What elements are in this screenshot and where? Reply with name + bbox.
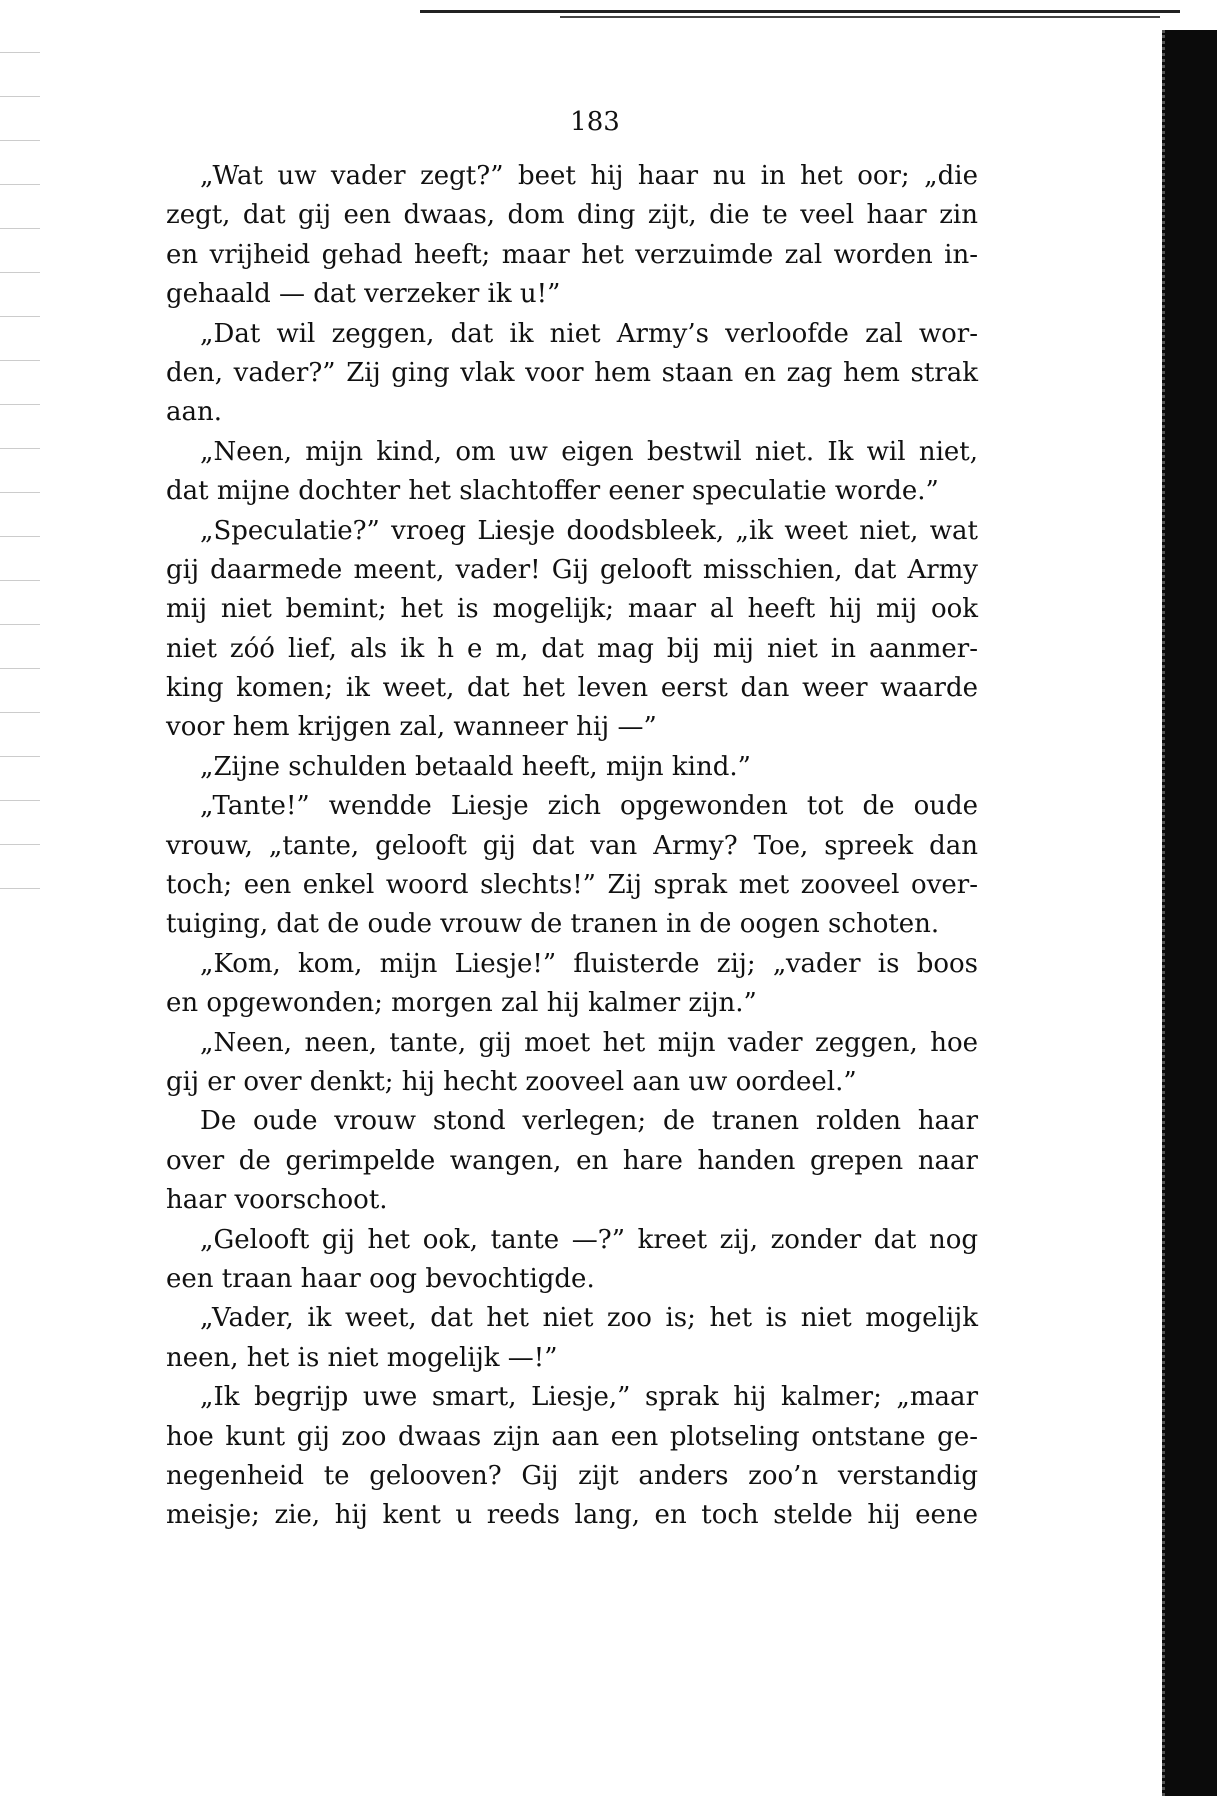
text-line: meisje; zie, hij kent u reeds lang, en toch stelde hij eene xyxy=(166,1500,978,1531)
text-line: toch; een enkel woord slechts!” Zij sprak met zooveel over- xyxy=(166,870,978,901)
text-line: over de gerimpelde wangen, en hare handen grepen naar xyxy=(166,1145,978,1176)
text-line: en vrijheid gehad heeft; maar het verzuimde zal worden in- xyxy=(166,239,978,270)
text-line: „Neen, mijn kind, om uw eigen bestwil niet. Ik wil niet, xyxy=(200,436,978,467)
text-line: mij niet bemint; het is mogelijk; maar al heeft hij mij ook xyxy=(166,594,978,625)
text-line: „Zijne schulden betaald heeft, mijn kind.” xyxy=(200,751,751,782)
text-line: „Neen, neen, tante, gij moet het mijn vader zeggen, hoe xyxy=(200,1027,978,1058)
text-line: haar voorschoot. xyxy=(166,1185,388,1216)
text-line: hoe kunt gij zoo dwaas zijn aan een plotseling ontstane ge- xyxy=(166,1421,978,1452)
scan-top-rule xyxy=(420,10,1180,13)
text-line: „Wat uw vader zegt?” beet hij haar nu in het oor; „die xyxy=(200,161,978,191)
text-line: „Tante!” wendde Liesje zich opgewonden tot de oude xyxy=(200,791,978,822)
text-line: De oude vrouw stond verlegen; de tranen rolden haar xyxy=(200,1106,978,1137)
text-line: zegt, dat gij een dwaas, dom ding zijt, die te veel haar zin xyxy=(166,200,978,231)
scan-margin-specks xyxy=(0,30,40,930)
text-line: king komen; ik weet, dat het leven eerst dan weer waarde xyxy=(166,673,978,704)
text-line: vrouw, „tante, gelooft gij dat van Army? Toe, spreek dan xyxy=(166,830,978,861)
body-text xyxy=(166,157,978,1536)
scan-binding-edge xyxy=(1162,30,1217,1796)
page-number: 183 xyxy=(570,107,620,137)
text-line: „Vader, ik weet, dat het niet zoo is; het is niet mogelijk xyxy=(200,1303,978,1334)
text-line: neen, het is niet mogelijk —!” xyxy=(166,1342,558,1373)
text-line: den, vader?” Zij ging vlak voor hem staan en zag hem strak xyxy=(166,357,978,388)
text-line: niet zóó lief, als ik h e m, dat mag bij mij niet in aanmer- xyxy=(166,633,978,664)
text-line: gij er over denkt; hij hecht zooveel aan uw oordeel.” xyxy=(166,1066,857,1097)
text-line: „Gelooft gij het ook, tante —?” kreet zij, zonder dat nog xyxy=(200,1224,978,1255)
text-line: „Dat wil zeggen, dat ik niet Army’s verloofde zal wor- xyxy=(200,318,978,349)
text-line: aan. xyxy=(166,397,223,428)
text-line: „Kom, kom, mijn Liesje!” fluisterde zij; „vader is boos xyxy=(200,948,978,979)
text-line: een traan haar oog bevochtigde. xyxy=(166,1263,595,1294)
text-line: gehaald — dat verzeker ik u!” xyxy=(166,279,561,310)
text-line: negenheid te gelooven? Gij zijt anders zoo’n verstandig xyxy=(166,1460,978,1491)
text-line: „Ik begrijp uwe smart, Liesje,” sprak hij kalmer; „maar xyxy=(200,1382,978,1413)
text-line: tuiging, dat de oude vrouw de tranen in de oogen schoten. xyxy=(166,909,940,940)
text-line: dat mijne dochter het slachtoffer eener speculatie worde.” xyxy=(166,476,939,507)
text-line: „Speculatie?” vroeg Liesje doodsbleek, „ik weet niet, wat xyxy=(200,515,978,546)
text-line: gij daarmede meent, vader! Gij gelooft misschien, dat Army xyxy=(166,554,978,585)
scan-top-rule-shadow xyxy=(560,16,1160,18)
text-line: voor hem krijgen zal, wanneer hij —” xyxy=(166,712,657,743)
text-line: en opgewonden; morgen zal hij kalmer zijn.” xyxy=(166,988,757,1019)
